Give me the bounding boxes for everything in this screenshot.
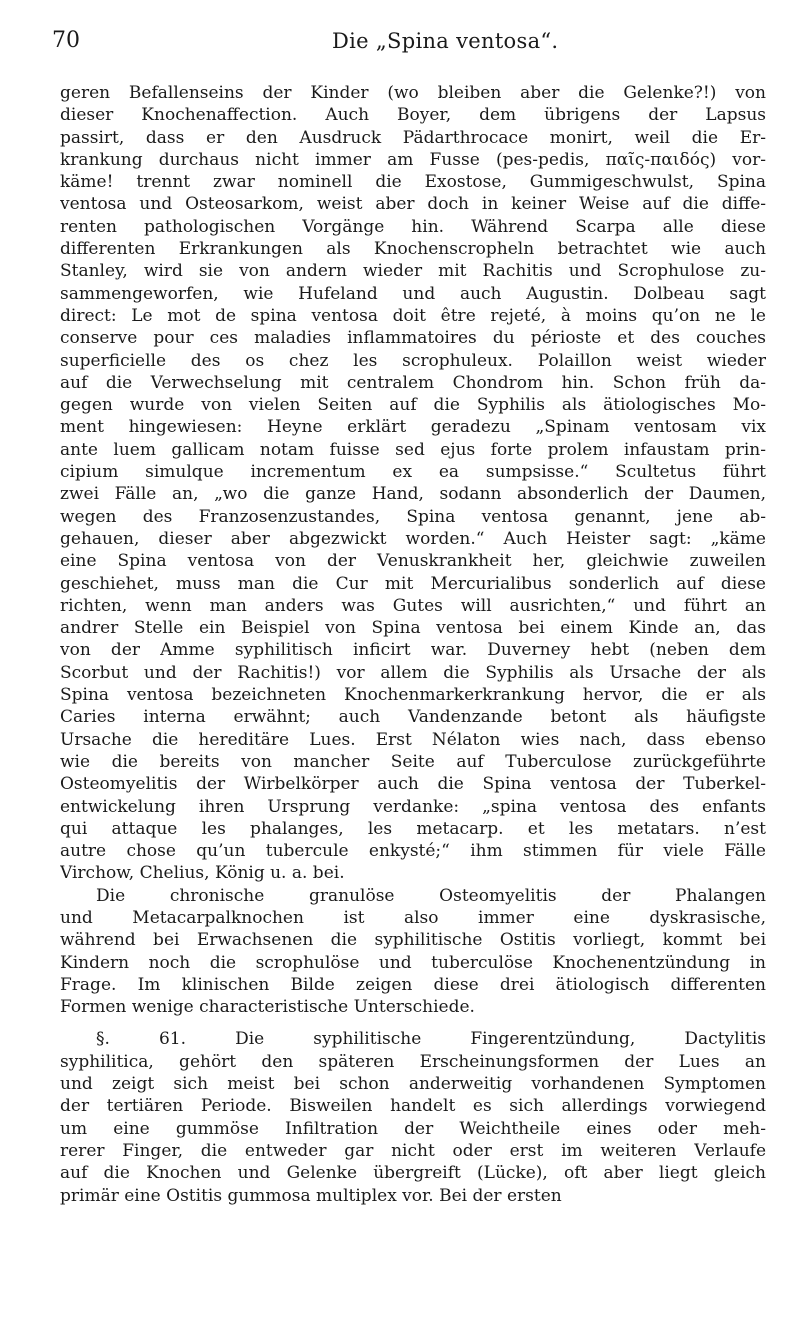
text-line: passirt, dass er den Ausdruck Pädarthrocace monirt, weil die Er- — [60, 127, 766, 148]
text-line: Ursache die hereditäre Lues. Erst Nélaton wies nach, dass ebenso — [60, 729, 766, 750]
text-line: Spina ventosa bezeichneten Knochenmarkerkrankung hervor, die er als — [60, 685, 766, 706]
text-line: differenten Erkrankungen als Knochenscropheln betrachtet wie auch — [60, 239, 766, 260]
text-line: conserve pour ces maladies inflammatoires du périoste et des couches — [60, 328, 766, 349]
text-line: ment hingewiesen: Heyne erklärt geradezu „Spinam ventosam vix — [60, 417, 766, 438]
text-line: superficielle des os chez les scrophuleux. Polaillon weist wieder — [60, 350, 766, 371]
text-line: Die chronische granulöse Osteomyelitis der Phalangen — [96, 885, 766, 906]
text-line: primär eine Ostitis gummosa multiplex vor. Bei der ersten — [60, 1185, 562, 1206]
text-line: Stanley, wird sie von andern wieder mit Rachitis und Scrophulose zu- — [60, 261, 766, 282]
text-line: der tertiären Periode. Bisweilen handelt es sich allerdings vorwiegend — [60, 1096, 766, 1117]
paragraph — [60, 885, 766, 1019]
text-line: autre chose qu’un tubercule enkysté;“ ihm stimmen für viele Fälle — [60, 841, 766, 862]
text-line: direct: Le mot de spina ventosa doit être rejeté, à moins qu’on ne le — [60, 305, 766, 326]
running-head — [52, 28, 752, 58]
text-line: zwei Fälle an, „wo die ganze Hand, sodann absonderlich der Daumen, — [60, 484, 766, 505]
text-line: käme! trennt zwar nominell die Exostose, Gummigeschwulst, Spina — [60, 172, 766, 193]
paragraph — [60, 1028, 766, 1206]
text-line: ventosa und Osteosarkom, weist aber doch in keiner Weise auf die diffe- — [60, 194, 766, 215]
text-line: und zeigt sich meist bei schon anderweitig vorhandenen Symptomen — [60, 1074, 766, 1095]
text-line: andrer Stelle ein Beispiel von Spina ventosa bei einem Kinde an, das — [60, 618, 766, 639]
body-text — [60, 82, 766, 1207]
text-line: von der Amme syphilitisch inficirt war. Duverney hebt (neben dem — [60, 640, 766, 661]
text-line: geren Befallenseins der Kinder (wo bleiben aber die Gelenke?!) von — [60, 83, 766, 103]
text-line: während bei Erwachsenen die syphilitische Ostitis vorliegt, kommt bei — [60, 930, 766, 951]
text-line: sammengeworfen, wie Hufeland und auch Augustin. Dolbeau sagt — [60, 283, 766, 304]
text-line: Scorbut und der Rachitis!) vor allem die Syphilis als Ursache der als — [60, 662, 766, 683]
paragraph — [60, 82, 766, 885]
text-line: gegen wurde von vielen Seiten auf die Syphilis als ätiologisches Mo- — [60, 395, 766, 416]
text-line: Frage. Im klinischen Bilde zeigen diese drei ätiologisch differenten — [60, 974, 766, 995]
text-line: Osteomyelitis der Wirbelkörper auch die Spina ventosa der Tuberkel- — [60, 774, 766, 795]
text-line: um eine gummöse Infiltration der Weichtheile eines oder meh- — [60, 1118, 766, 1139]
text-line: krankung durchaus nicht immer am Fusse (pes-pedis, παῖς-παιδός) vor- — [60, 149, 766, 170]
text-line: wegen des Franzosenzustandes, Spina ventosa genannt, jene ab- — [60, 506, 766, 527]
text-line: auf die Knochen und Gelenke übergreift (Lücke), oft aber liegt gleich — [60, 1163, 766, 1184]
text-line: gehauen, dieser aber abgezwickt worden.“ Auch Heister sagt: „käme — [60, 528, 766, 549]
text-line: geschiehet, muss man die Cur mit Mercurialibus sonderlich auf diese — [60, 573, 766, 594]
text-line: cipium simulque incrementum ex ea sumpsisse.“ Scultetus führt — [60, 462, 766, 483]
text-line: Formen wenige characteristische Unterschiede. — [60, 997, 475, 1018]
text-line: Caries interna erwähnt; auch Vandenzande betont als häufigste — [60, 707, 766, 728]
text-line: richten, wenn man anders was Gutes will ausrichten,“ und führt an — [60, 595, 766, 616]
text-line: und Metacarpalknochen ist also immer eine dyskrasische, — [60, 907, 766, 928]
text-line: Virchow, Chelius, König u. a. bei. — [60, 863, 345, 884]
page-number: 70 — [52, 28, 80, 53]
text-line: dieser Knochenaffection. Auch Boyer, dem übrigens der Lapsus — [60, 105, 766, 126]
running-title: Die „Spina ventosa“. — [332, 29, 559, 53]
text-line: wie die bereits von mancher Seite auf Tuberculose zurückgeführte — [60, 751, 766, 772]
text-line: ante luem gallicam notam fuisse sed ejus forte prolem infaustam prin- — [60, 439, 766, 460]
text-line: eine Spina ventosa von der Venuskrankheit her, gleichwie zuweilen — [60, 551, 766, 572]
text-line: renten pathologischen Vorgänge hin. Während Scarpa alle diese — [60, 216, 766, 237]
text-line: Kindern noch die scrophulöse und tuberculöse Knochenentzündung in — [60, 952, 766, 973]
text-line: rerer Finger, die entweder gar nicht oder erst im weiteren Verlaufe — [60, 1140, 766, 1161]
text-line: entwickelung ihren Ursprung verdanke: „spina ventosa des enfants — [60, 796, 766, 817]
text-line: auf die Verwechselung mit centralem Chondrom hin. Schon früh da- — [60, 372, 766, 393]
text-line: qui attaque les phalanges, les metacarp. et les metatars. n’est — [60, 818, 766, 839]
text-line: §. 61. Die syphilitische Fingerentzündung, Dactylitis — [96, 1029, 766, 1050]
text-line: syphilitica, gehört den späteren Erscheinungsformen der Lues an — [60, 1051, 766, 1072]
